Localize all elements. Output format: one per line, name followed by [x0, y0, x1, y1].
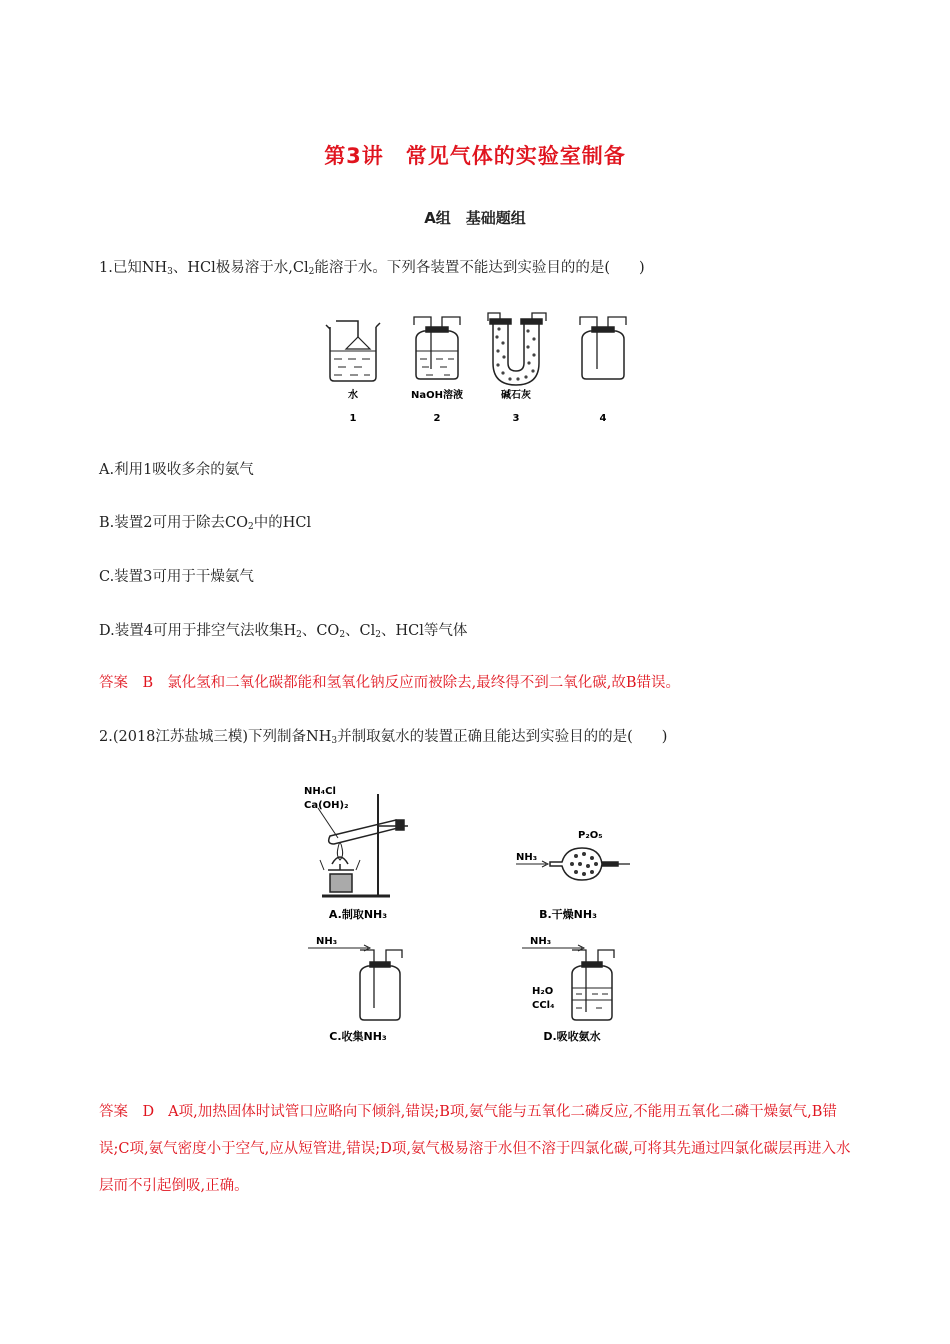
fig1-number-2: 2 [433, 413, 441, 424]
q1-option-b: B.装置2可用于除去$CO_2$中的HCl [99, 515, 312, 532]
group-heading: A组 基础题组 [424, 209, 526, 227]
page-title: 第3讲 常见气体的实验室制备 [324, 144, 626, 168]
fig1-label-3: 碱石灰 [501, 390, 531, 401]
fig2-a-reagent-2: Ca(OH)₂ [304, 800, 349, 811]
fig2-b-caption: B.干燥NH₃ [539, 908, 597, 921]
q2-figure [300, 778, 640, 1048]
fig1-number-3: 3 [512, 413, 520, 424]
fig2-b-gas: NH₃ [516, 852, 538, 863]
q1-figure [320, 305, 630, 425]
beaker-shape [330, 327, 376, 381]
q1-option-c: C.装置3可用于干燥氨气 [99, 569, 254, 585]
fig2-a-reagent-1: NH₄Cl [304, 786, 336, 797]
fig1-number-4: 4 [599, 413, 607, 424]
fig2-d-gas: NH₃ [530, 936, 552, 947]
q1-answer: 答案 B 氯化氢和二氧化碳都能和氢氧化钠反应而被除去,最终得不到二氧化碳,故B错误。 [99, 675, 681, 691]
q2-stem: 2.(2018江苏盐城三模)下列制备$NH_3$并制取氨水的装置正确且能达到实验目的的是( ) [99, 729, 668, 746]
fig2-c-caption: C.收集NH₃ [329, 1030, 387, 1043]
q2-answer: 答案 D A项,加热固体时试管口应略向下倾斜,错误;B项,氨气能与五氧化二磷反应,不能用五氧化二磷干燥氨气,B错误;C项,氨气密度小于空气,应从短管进,错误;D项,氨气极易溶于水但不溶于四氯化碳,可将其先通过四氯化碳层再进入水层而不引起倒吸,正确。 [99, 1104, 851, 1194]
fig1-label-2: NaOH溶液 [411, 390, 463, 401]
fig2-d-layer-1: H₂O [532, 986, 554, 997]
fig2-b-reagent: P₂O₅ [578, 830, 603, 841]
q1-stem: 1.已知$NH_3$、HCl极易溶于水$,Cl_2$能溶于水。下列各装置不能达到实验目的的是( ) [99, 260, 645, 277]
q1-option-a: A.利用1吸收多余的氨气 [99, 462, 254, 478]
fig2-d-layer-2: CCl₄ [532, 1000, 555, 1011]
fig2-a-caption: A.制取NH₃ [328, 908, 388, 921]
q1-option-d: D.装置4可用于排空气法收集$H_2$、$CO_2$、$Cl_2$、HCl等气体 [99, 623, 468, 640]
fig2-d-caption: D.吸收氨水 [543, 1030, 601, 1043]
fig1-number-1: 1 [349, 413, 357, 424]
fig2-c-gas: NH₃ [316, 936, 338, 947]
fig1-label-1: 水 [348, 390, 358, 401]
